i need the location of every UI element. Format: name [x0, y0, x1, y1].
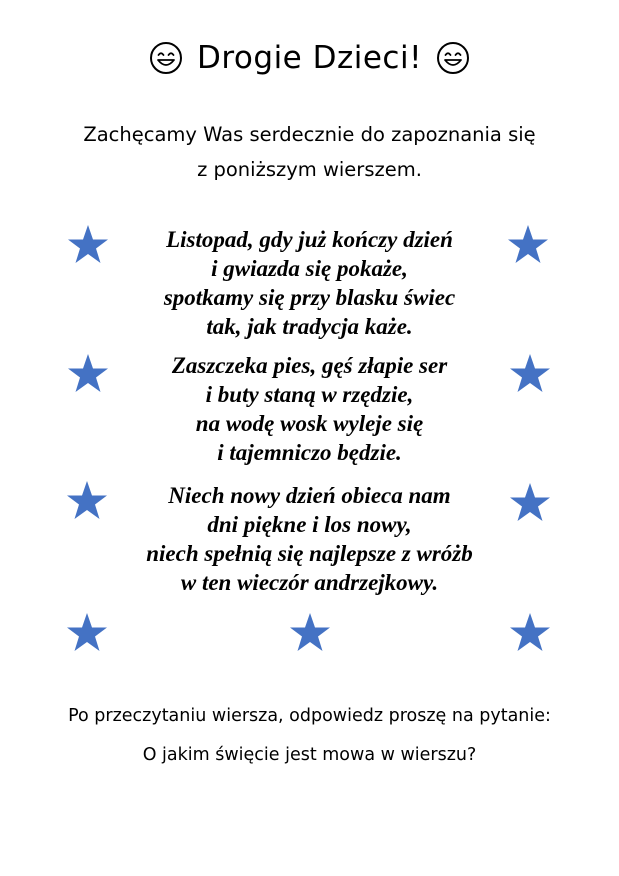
poem-line: tak, jak tradycja każe.: [206, 314, 413, 339]
poem-stanza-3: [100, 481, 519, 597]
poem-line: Listopad, gdy już kończy dzień: [166, 227, 453, 252]
poem-line: w ten wieczór andrzejkowy.: [180, 570, 439, 595]
question-text: O jakim święcie jest mowa w wierszu?: [142, 745, 477, 765]
intro-line-1: Zachęcamy Was serdecznie do zapoznania się: [83, 123, 536, 146]
star-icon: [509, 353, 551, 393]
poem-stanza-2: [100, 351, 519, 467]
poem-line: na wodę wosk wyleje się: [195, 411, 424, 436]
poem-line: Niech nowy dzień obieca nam: [168, 483, 451, 508]
star-icon: [507, 224, 549, 264]
star-icon: [67, 224, 109, 264]
poem-line: spotkamy się przy blasku świec: [163, 285, 456, 310]
poem-line: i buty staną w rzędzie,: [205, 382, 414, 407]
star-icon: [289, 612, 331, 652]
star-icon: [509, 612, 551, 652]
title-text: Drogie Dzieci!: [196, 40, 423, 76]
page-title: [0, 40, 619, 76]
poem-line: niech spełnią się najlepsze z wróżb: [146, 541, 473, 566]
poem-line: dni piękne i los nowy,: [207, 512, 412, 537]
star-icon: [509, 482, 551, 522]
star-icon: [66, 480, 108, 520]
intro-line-2: z poniższym wierszem.: [197, 158, 422, 181]
instruction-text: Po przeczytaniu wiersza, odpowiedz proszę na pytanie:: [68, 706, 551, 726]
poem-stanza-1: [100, 225, 519, 341]
star-icon: [67, 353, 109, 393]
smiley-face-icon: [436, 41, 470, 75]
poem-line: Zaszczeka pies, gęś złapie ser: [171, 353, 448, 378]
poem-line: i tajemniczo będzie.: [217, 440, 402, 465]
smiley-face-icon: [149, 41, 183, 75]
poem-line: i gwiazda się pokaże,: [211, 256, 408, 281]
star-icon: [66, 612, 108, 652]
